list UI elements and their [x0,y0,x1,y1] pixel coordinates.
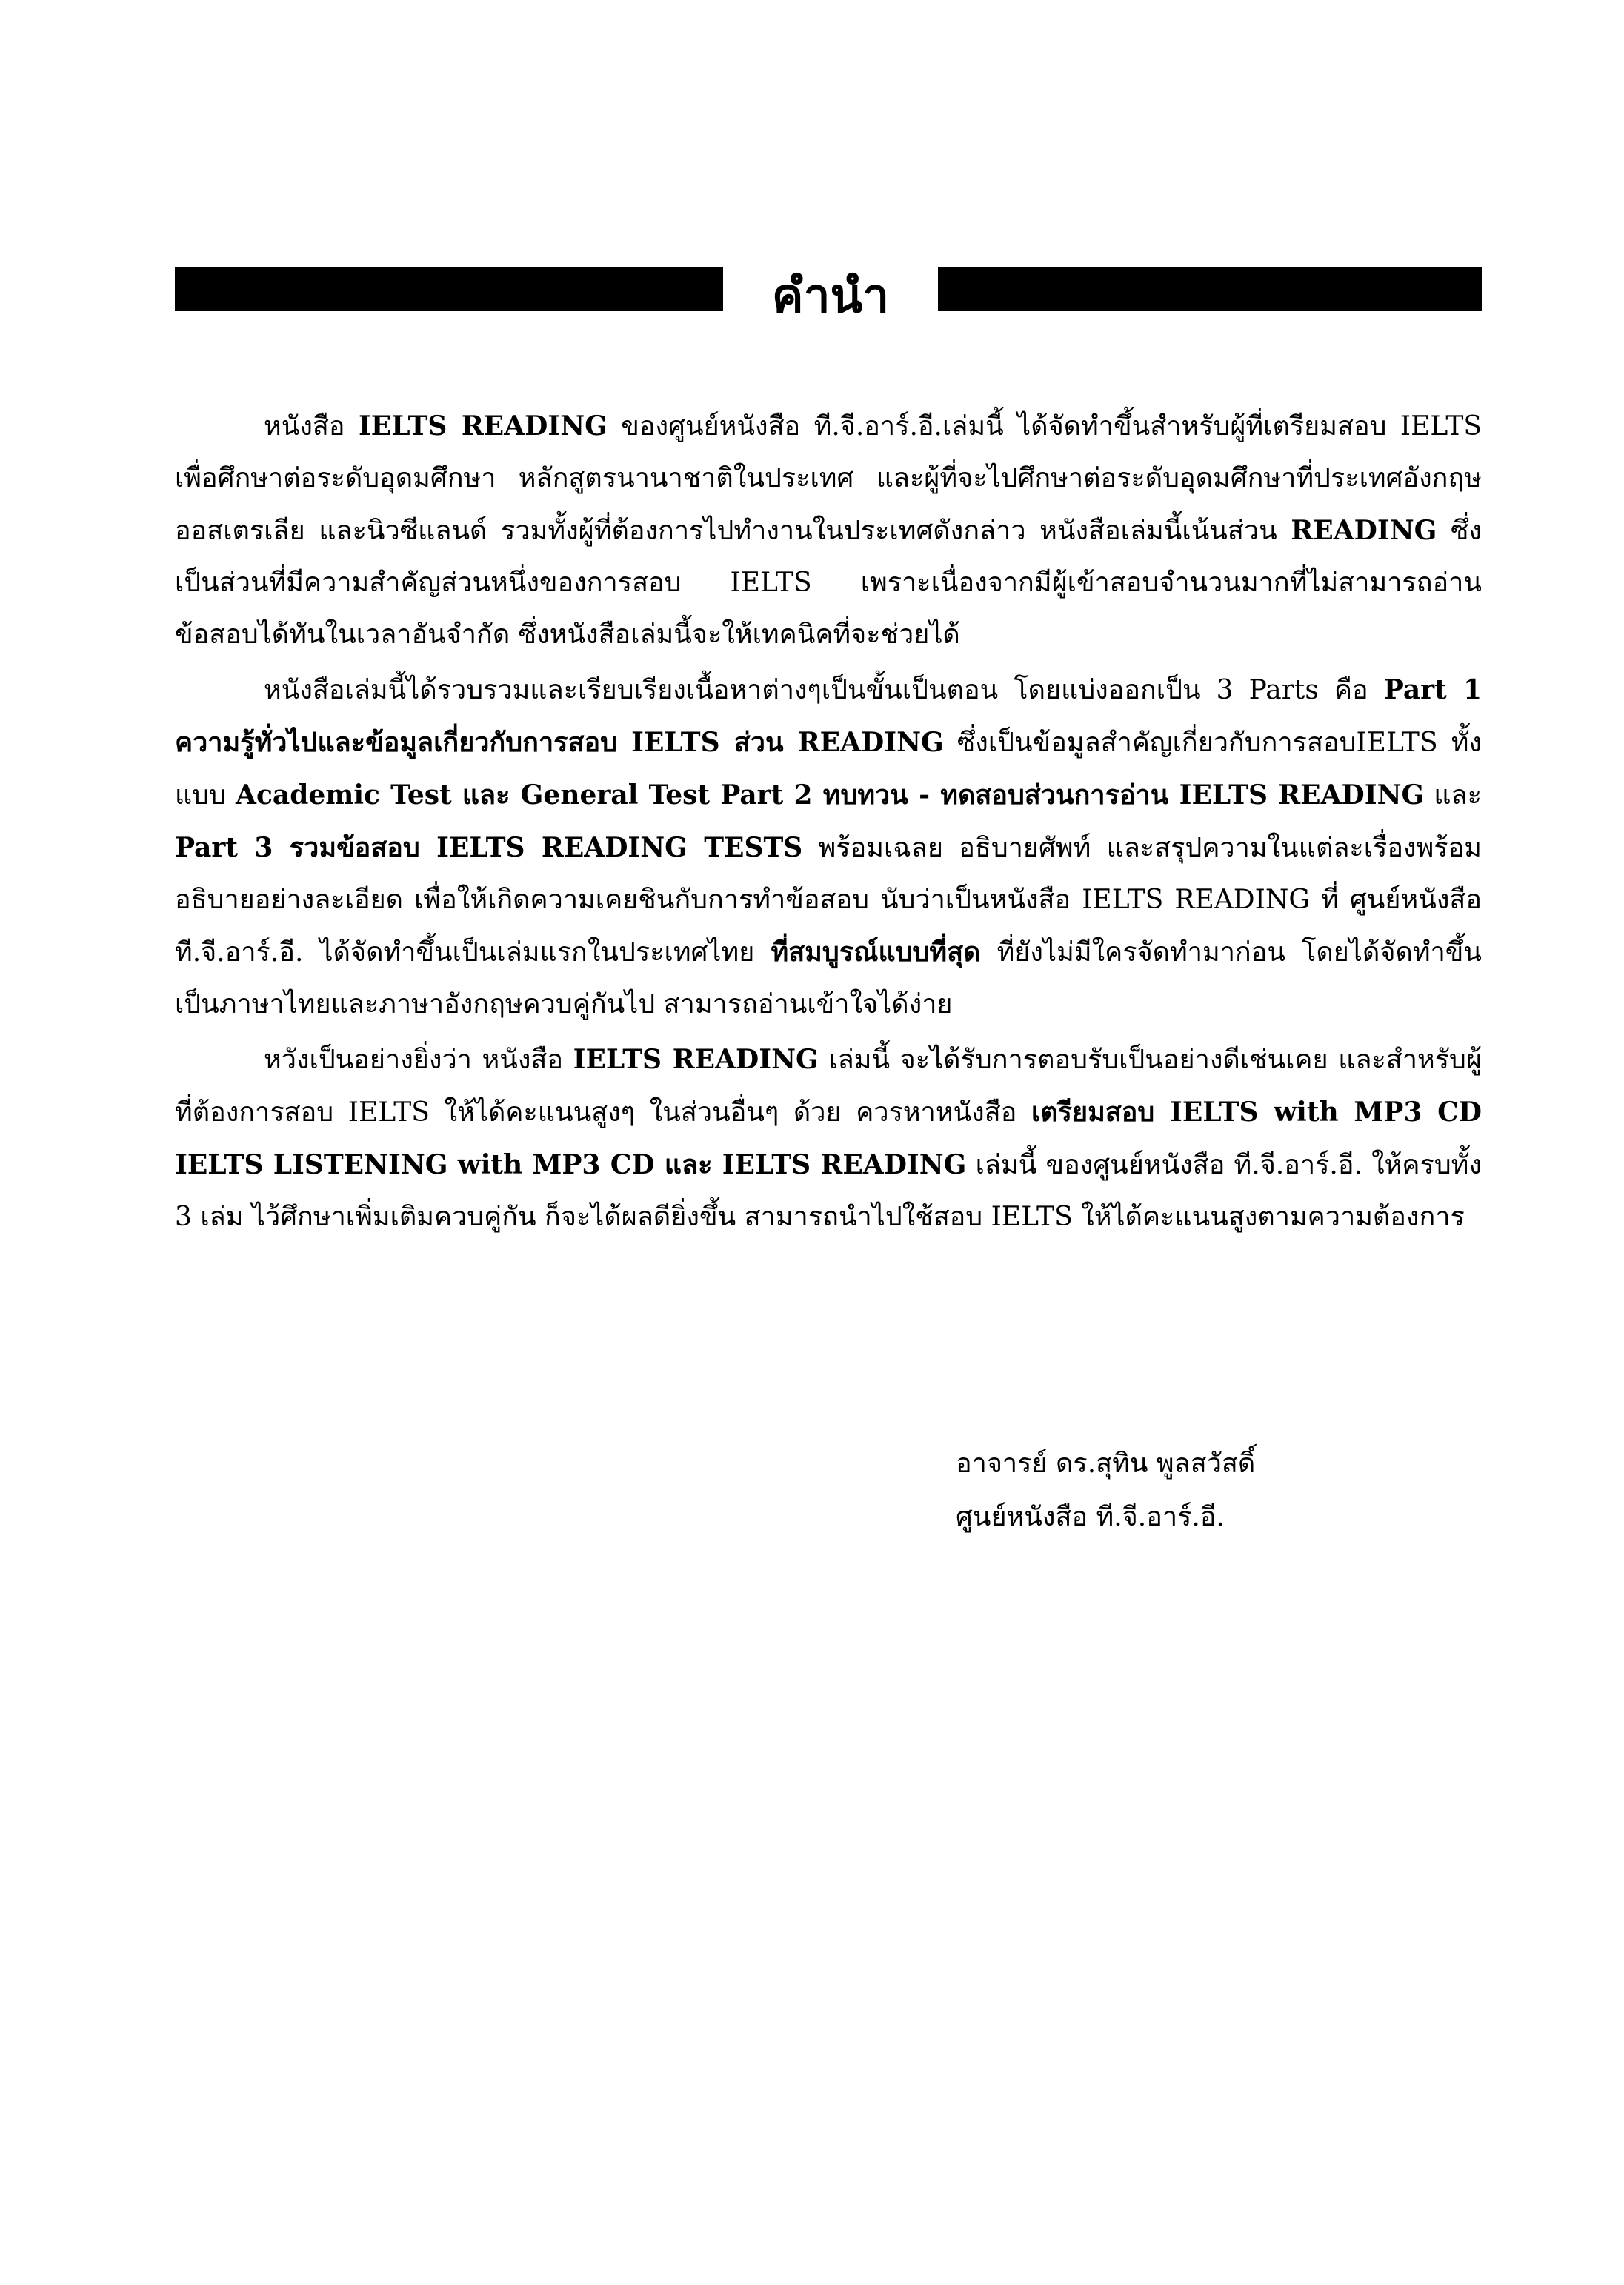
bold-text-run: ที่สมบูรณ์แบบที่สุด [771,937,981,968]
preface-body [175,400,1482,1246]
signature-organization: ศูนย์หนังสือ ที.จี.อาร์.อี. [956,1502,1225,1532]
signature-author: อาจารย์ ดร.สุทิน พูลสวัสดิ์ [956,1449,1256,1479]
text-run: ของศูนย์หนังสือ ที.จี.อาร์.อี.เล่มนี้ ได้จัดทำขึ้นสำหรับผู้ที่เตรียมสอบ IELTS เพื่อศึกษาต่อระดับอุดมศึกษา หลักสูตรนานาชาติในประเทศ และผู้ที่จะไปศึกษาต่อระดับอุดมศึกษาที่ประเทศอังกฤษ ออสเตรเลีย และนิวซีแลนด์ รวมทั้งผู้ที่ต้องการไปทำงานในประเทศดังกล่าว หนังสือเล่มนี้เน้นส่วน [175,411,1482,546]
page-title: คำนำ [771,268,890,324]
text-run: พร้อมเฉลย อธิบายศัพท์ และสรุปความในแต่ละเรื่องพร้อมอธิบายอย่างละเอียด เพื่อให้เกิดความเคยชินกับการทำข้อสอบ นับว่าเป็นหนังสือ IELTS READING ที่ ศูนย์หนังสือ ที.จี.อาร์.อี. ได้จัดทำขึ้นเป็นเล่มแรกในประเทศไทย [175,833,1482,968]
bold-text-run: Part 1 ความรู้ทั่วไปและข้อมูลเกี่ยวกับการสอบ IELTS ส่วน READING [175,674,1482,758]
text-run: ที่ยังไม่มีใครจัดทำมาก่อน โดยได้จัดทำขึ้นเป็นภาษาไทยและภาษาอังกฤษควบคู่กันไป สามารถอ่านเข้าใจได้ง่าย [175,937,1482,1020]
heading-row [175,245,1482,348]
bold-text-run: IELTS READING [358,410,608,442]
text-run: ซึ่งเป็นส่วนที่มีความสำคัญส่วนหนึ่งของการสอบ IELTS เพราะเนื่องจากมีผู้เข้าสอบจำนวนมากที่ไม่สามารถอ่านข้อสอบได้ทันในเวลาอันจำกัด ซึ่งหนังสือเล่มนี้จะให้เทคนิคที่จะช่วยได้ [175,516,1482,650]
bold-text-run: READING [1291,515,1437,546]
bold-text-run: Academic Test และ General Test Part 2 ทบทวน - ทดสอบส่วนการอ่าน IELTS READING [236,779,1425,811]
text-run: เล่มนี้ จะได้รับการตอบรับเป็นอย่างดีเช่นเคย และสำหรับผู้ที่ต้องการสอบ IELTS ให้ได้คะแนนสูงๆ ในส่วนอื่นๆ ด้วย ควรหาหนังสือ [175,1045,1482,1128]
text-run: หนังสือ [264,411,359,442]
paragraph-1 [175,400,1482,661]
bold-text-run: IELTS READING [573,1044,819,1075]
text-run: หวังเป็นอย่างยิ่งว่า หนังสือ [264,1045,573,1075]
text-run: หนังสือเล่มนี้ได้รวบรวมและเรียบเรียงเนื้อหาต่างๆเป็นขั้นเป็นตอน โดยแบ่งออกเป็น 3 Parts คือ [264,675,1384,705]
bold-text-run: เตรียมสอบ IELTS with MP3 CD IELTS LISTENING with MP3 CD และ IELTS READING [175,1097,1482,1180]
title-bar-right [938,267,1482,311]
bold-text-run: Part 3 รวมข้อสอบ IELTS READING TESTS [175,832,803,863]
text-run: ซึ่งเป็นข้อมูลสำคัญเกี่ยวกับการสอบIELTS ทั้งแบบ [175,728,1482,811]
text-run: เล่มนี้ ของศูนย์หนังสือ ที.จี.อาร์.อี. ให้ครบทั้ง 3 เล่ม ไว้ศึกษาเพิ่มเติมควบคู่กัน ก็จะได้ผลดียิ่งขึ้น สามารถนำไปใช้สอบ IELTS ให้ได้คะแนนสูงตามความต้องการ [175,1150,1482,1232]
title-bar-left [175,267,723,311]
text-run: และ [1424,780,1482,811]
signature-block [956,1437,1474,1544]
paragraph-2 [175,664,1482,1031]
paragraph-3 [175,1034,1482,1243]
